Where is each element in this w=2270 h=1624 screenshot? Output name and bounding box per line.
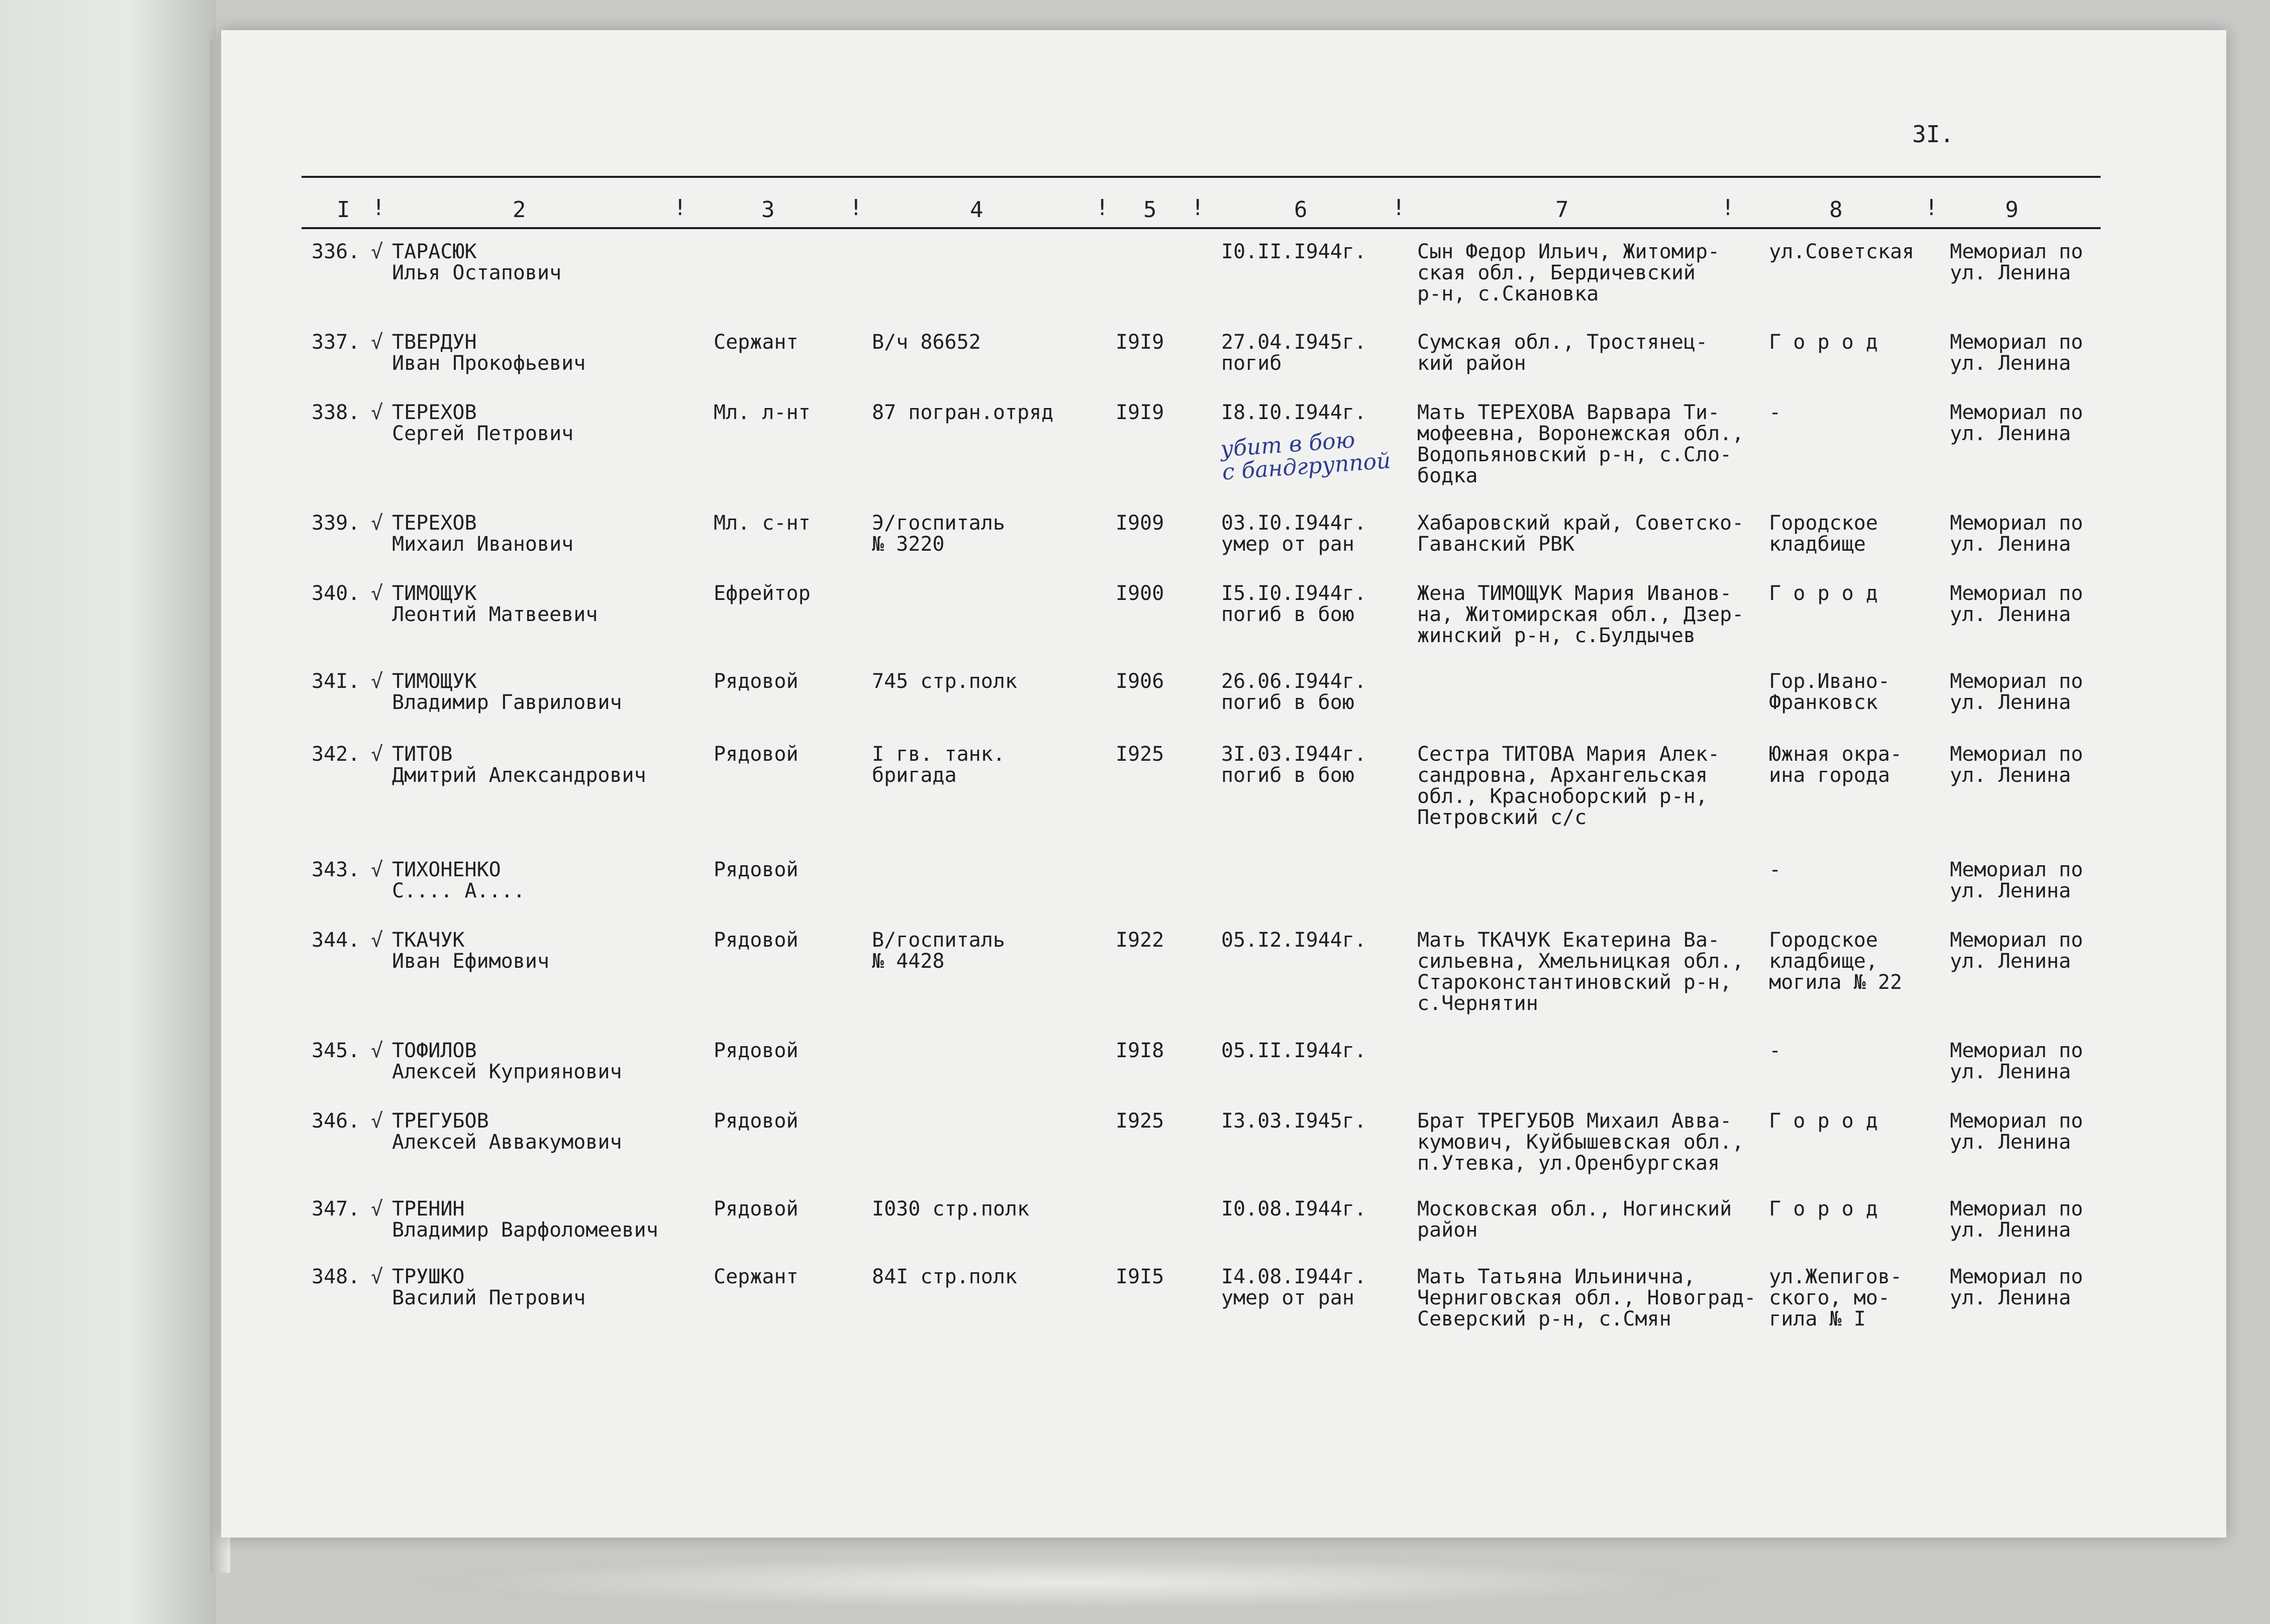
- memorial: Мемориал по ул. Ленина: [1950, 858, 2083, 902]
- record-number: 340.: [312, 582, 360, 605]
- death-date: 03.I0.I944г. умер от ран: [1221, 512, 1366, 556]
- memorial: Мемориал по ул. Ленина: [1950, 331, 2083, 375]
- checkmark: √: [371, 858, 383, 881]
- record-number: 347.: [312, 1197, 360, 1221]
- col-head-7: 7: [1555, 197, 1569, 223]
- col-separator: !: [849, 195, 863, 221]
- record-number: 339.: [312, 512, 360, 535]
- death-date: I0.II.I944г.: [1221, 240, 1366, 263]
- person-name: ТАРАСЮК Илья Остапович: [392, 240, 562, 284]
- unit: I030 стр.полк: [872, 1197, 1030, 1221]
- burial-place: -: [1769, 401, 1782, 424]
- death-date: I5.I0.I944г. погиб в бою: [1221, 582, 1366, 626]
- relative-address: Брат ТРЕГУБОВ Михаил Авва- кумович, Куйбышевская обл., п.Утевка, ул.Оренбургская: [1417, 1109, 1744, 1175]
- person-name: ТОФИЛОВ Алексей Куприянович: [392, 1039, 622, 1083]
- person-name: ТРЕНИН Владимир Варфоломеевич: [392, 1197, 658, 1242]
- rank: Мл. с-нт: [714, 512, 811, 535]
- memorial: Мемориал по ул. Ленина: [1950, 582, 2083, 626]
- burial-place: Г о р о д: [1769, 1197, 1878, 1221]
- unit: В/ч 86652: [872, 331, 981, 354]
- relative-address: Сестра ТИТОВА Мария Алек- сандровна, Архангельская обл., Красноборский р-н, Петровский с/с: [1417, 743, 1720, 829]
- death-date: 26.06.I944г. погиб в бою: [1221, 670, 1366, 714]
- col-head-8: 8: [1829, 197, 1843, 223]
- person-name: ТЕРЕХОВ Сергей Петрович: [392, 401, 574, 445]
- memorial: Мемориал по ул. Ленина: [1950, 1265, 2083, 1309]
- record-number: 342.: [312, 743, 360, 766]
- page-number: 3I.: [1912, 121, 1954, 148]
- checkmark: √: [371, 331, 383, 354]
- col-separator: !: [673, 195, 687, 221]
- memorial: Мемориал по ул. Ленина: [1950, 743, 2083, 787]
- person-name: ТРЕГУБОВ Алексей Аввакумович: [392, 1109, 622, 1154]
- record-number: 343.: [312, 858, 360, 881]
- rank: Рядовой: [714, 670, 799, 693]
- col-separator: !: [1392, 195, 1406, 221]
- unit: 745 стр.полк: [872, 670, 1017, 693]
- rank: Сержант: [714, 1265, 799, 1288]
- person-name: ТКАЧУК Иван Ефимович: [392, 929, 550, 973]
- checkmark: √: [371, 929, 383, 952]
- col-separator: !: [1925, 195, 1938, 221]
- death-date: 05.I2.I944г.: [1221, 929, 1366, 952]
- memorial: Мемориал по ул. Ленина: [1950, 1197, 2083, 1242]
- rank: Сержант: [714, 331, 799, 354]
- birth-year: I906: [1116, 670, 1164, 693]
- record-number: 337.: [312, 331, 360, 354]
- rank: Рядовой: [714, 1039, 799, 1062]
- paper-fold-shadow: [367, 1553, 1774, 1613]
- col-separator: !: [372, 195, 385, 221]
- person-name: ТИМОЩУК Владимир Гаврилович: [392, 670, 622, 714]
- birth-year: I925: [1116, 1109, 1164, 1133]
- header-rule-top: [302, 176, 2101, 178]
- col-separator: !: [1721, 195, 1735, 221]
- burial-place: Городское кладбище, могила № 22: [1769, 929, 1902, 994]
- birth-year: I9I9: [1116, 401, 1164, 424]
- rank: Рядовой: [714, 1197, 799, 1221]
- memorial: Мемориал по ул. Ленина: [1950, 1109, 2083, 1154]
- memorial: Мемориал по ул. Ленина: [1950, 670, 2083, 714]
- person-name: ТРУШКО Василий Петрович: [392, 1265, 586, 1309]
- person-name: ТВЕРДУН Иван Прокофьевич: [392, 331, 586, 375]
- document-page: [221, 30, 2226, 1538]
- rank: Ефрейтор: [714, 582, 811, 605]
- death-date: I4.08.I944г. умер от ран: [1221, 1265, 1366, 1309]
- checkmark: √: [371, 512, 383, 535]
- checkmark: √: [371, 1109, 383, 1133]
- birth-year: I925: [1116, 743, 1164, 766]
- burial-place: -: [1769, 858, 1782, 881]
- checkmark: √: [371, 401, 383, 424]
- col-separator: !: [1191, 195, 1205, 221]
- relative-address: Московская обл., Ногинский район: [1417, 1197, 1732, 1242]
- death-date: I8.I0.I944г.: [1221, 401, 1366, 424]
- birth-year: I922: [1116, 929, 1164, 952]
- col-head-4: 4: [970, 197, 983, 223]
- col-separator: !: [1096, 195, 1109, 221]
- col-head-9: 9: [2005, 197, 2019, 223]
- rank: Рядовой: [714, 858, 799, 881]
- burial-place: ул.Жепигов- ского, мо- гила № I: [1769, 1265, 1902, 1331]
- relative-address: Мать ТКАЧУК Екатерина Ва- сильевна, Хмельницкая обл., Староконстантиновский р-н, с.Чернятин: [1417, 929, 1744, 1015]
- memorial: Мемориал по ул. Ленина: [1950, 1039, 2083, 1083]
- burial-place: -: [1769, 1039, 1782, 1062]
- col-head-2: 2: [513, 197, 526, 223]
- death-date: 05.II.I944г.: [1221, 1039, 1366, 1062]
- record-number: 344.: [312, 929, 360, 952]
- death-date: I0.08.I944г.: [1221, 1197, 1366, 1221]
- burial-place: Гор.Ивано- Франковск: [1769, 670, 1890, 714]
- birth-year: I900: [1116, 582, 1164, 605]
- relative-address: Сын Федор Ильич, Житомир- ская обл., Бердичевский р-н, с.Скановка: [1417, 240, 1720, 306]
- checkmark: √: [371, 1197, 383, 1221]
- person-name: ТИТОВ Дмитрий Александрович: [392, 743, 646, 787]
- record-number: 336.: [312, 240, 360, 263]
- relative-address: Сумская обл., Тростянец- кий район: [1417, 331, 1708, 375]
- relative-address: Жена ТИМОЩУК Мария Иванов- на, Житомирская обл., Дзер- жинский р-н, с.Булдычев: [1417, 582, 1744, 647]
- record-number: 338.: [312, 401, 360, 424]
- checkmark: √: [371, 1265, 383, 1288]
- adjacent-page: [0, 0, 216, 1624]
- checkmark: √: [371, 1039, 383, 1062]
- unit: 84I стр.полк: [872, 1265, 1017, 1288]
- record-number: 34I.: [312, 670, 360, 693]
- birth-year: I9I5: [1116, 1265, 1164, 1288]
- birth-year: I9I9: [1116, 331, 1164, 354]
- burial-place: Г о р о д: [1769, 331, 1878, 354]
- burial-place: ул.Советская: [1769, 240, 1914, 263]
- memorial: Мемориал по ул. Ленина: [1950, 240, 2083, 284]
- header-rule-bottom: [302, 227, 2101, 229]
- unit: Э/госпиталь № 3220: [872, 512, 1005, 556]
- memorial: Мемориал по ул. Ленина: [1950, 401, 2083, 445]
- unit: I гв. танк. бригада: [872, 743, 1005, 787]
- col-head-1: I: [337, 197, 350, 223]
- unit: 87 погран.отряд: [872, 401, 1054, 424]
- unit: В/госпиталь № 4428: [872, 929, 1005, 973]
- burial-place: Южная окра- ина города: [1769, 743, 1902, 787]
- col-head-6: 6: [1294, 197, 1308, 223]
- death-date: 27.04.I945г. погиб: [1221, 331, 1366, 375]
- birth-year: I9I8: [1116, 1039, 1164, 1062]
- rank: Рядовой: [714, 743, 799, 766]
- relative-address: Мать Татьяна Ильинична, Черниговская обл., Новоград- Северский р-н, с.Смян: [1417, 1265, 1756, 1331]
- rank: Рядовой: [714, 929, 799, 952]
- memorial: Мемориал по ул. Ленина: [1950, 512, 2083, 556]
- person-name: ТИМОЩУК Леонтий Матвеевич: [392, 582, 598, 626]
- death-date: I3.03.I945г.: [1221, 1109, 1366, 1133]
- burial-place: Г о р о д: [1769, 1109, 1878, 1133]
- rank: Рядовой: [714, 1109, 799, 1133]
- checkmark: √: [371, 670, 383, 693]
- checkmark: √: [371, 240, 383, 263]
- handwritten-note: убит в бою с бандгруппой: [1219, 427, 1392, 485]
- birth-year: I909: [1116, 512, 1164, 535]
- person-name: ТЕРЕХОВ Михаил Иванович: [392, 512, 574, 556]
- rank: Мл. л-нт: [714, 401, 811, 424]
- burial-place: Городское кладбище: [1769, 512, 1878, 556]
- record-number: 348.: [312, 1265, 360, 1288]
- record-number: 346.: [312, 1109, 360, 1133]
- record-number: 345.: [312, 1039, 360, 1062]
- col-head-5: 5: [1143, 197, 1157, 223]
- memorial: Мемориал по ул. Ленина: [1950, 929, 2083, 973]
- burial-place: Г о р о д: [1769, 582, 1878, 605]
- checkmark: √: [371, 743, 383, 766]
- checkmark: √: [371, 582, 383, 605]
- death-date: 3I.03.I944г. погиб в бою: [1221, 743, 1366, 787]
- relative-address: Мать ТЕРЕХОВА Варвара Ти- мофеевна, Воронежская обл., Водопьяновский р-н, с.Сло- бодка: [1417, 401, 1744, 487]
- col-head-3: 3: [761, 197, 775, 223]
- relative-address: Хабаровский край, Советско- Гаванский РВК: [1417, 512, 1744, 556]
- person-name: ТИХОНЕНКО С.... А....: [392, 858, 525, 902]
